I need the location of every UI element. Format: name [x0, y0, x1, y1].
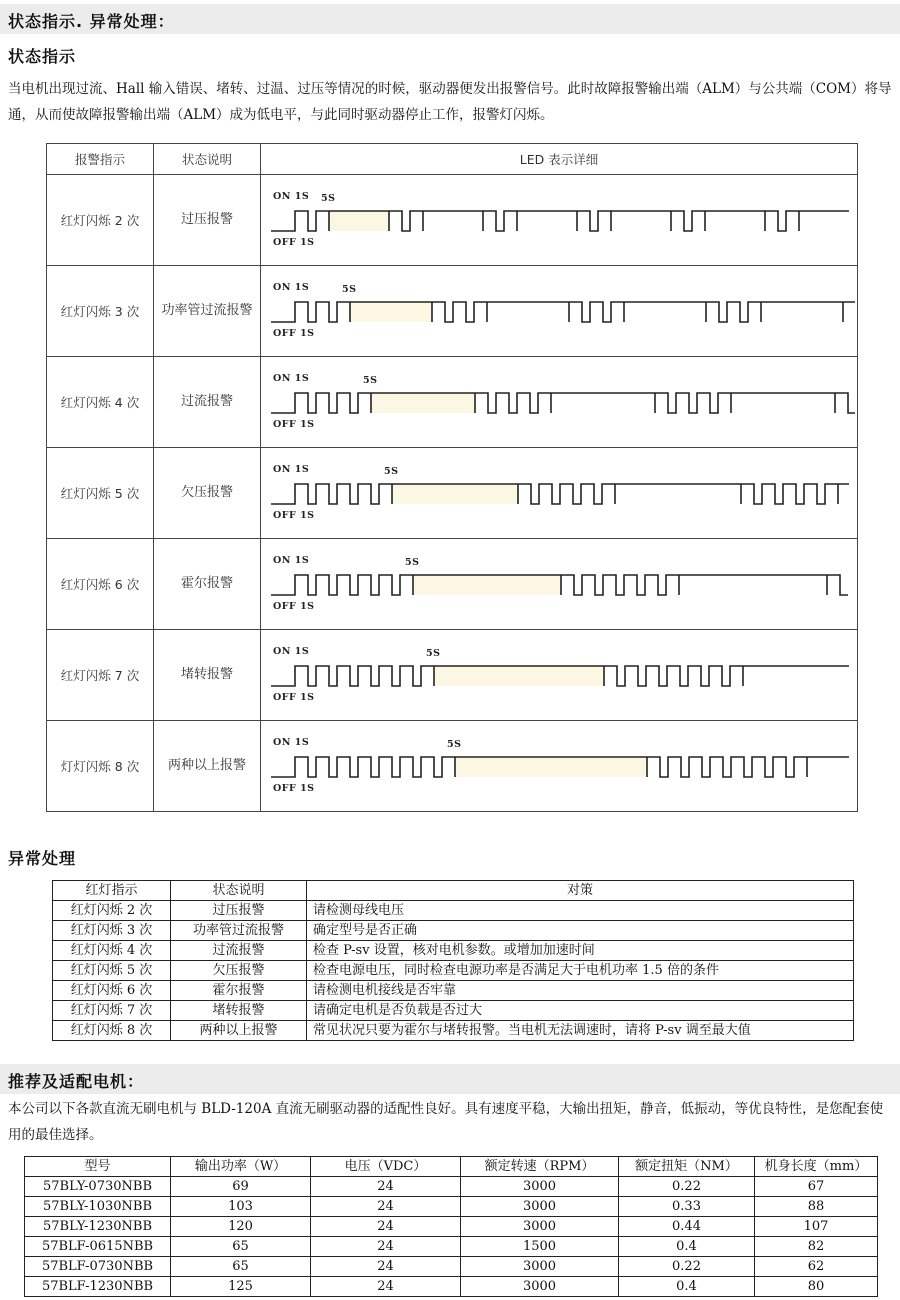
led-header-detail: LED 表示详细 [261, 144, 858, 175]
motor-cell: 82 [755, 1237, 878, 1257]
motor-cell: 24 [311, 1177, 461, 1197]
led-desc-cell: 欠压报警 [154, 448, 261, 539]
motor-cell: 0.22 [619, 1257, 755, 1277]
led-indicator-cell: 红灯闪烁 7 次 [47, 630, 154, 721]
error-measure-cell: 检查电源电压，同时检查电源功率是否满足大于电机功率 1.5 倍的条件 [307, 961, 854, 981]
gap-5s-band [350, 302, 432, 322]
error-table-row [53, 901, 854, 921]
gap-5s-band [329, 211, 389, 231]
motor-table-row [25, 1177, 878, 1197]
motor-header-cell: 额定转速（RPM） [461, 1157, 619, 1177]
led-indicator-cell: 红灯闪烁 5 次 [47, 448, 154, 539]
motor-cell: 62 [755, 1257, 878, 1277]
led-waveform [261, 539, 855, 629]
led-header-indicator: 报警指示 [47, 144, 154, 175]
error-header-desc: 状态说明 [171, 881, 307, 901]
motor-cell: 24 [311, 1237, 461, 1257]
motor-cell: 67 [755, 1177, 878, 1197]
gap-5s-label: 5S [321, 193, 336, 204]
gap-5s-band [392, 484, 518, 504]
led-waveform [261, 357, 855, 447]
on-1s-label: ON 1S [273, 191, 310, 202]
led-waveform-cell [261, 721, 858, 812]
gap-5s-label: 5S [342, 284, 357, 295]
motor-cell: 3000 [461, 1257, 619, 1277]
led-waveform [261, 448, 855, 538]
led-desc-cell: 功率管过流报警 [154, 266, 261, 357]
gap-5s-band [434, 666, 604, 686]
motor-cell: 57BLF-1230NBB [25, 1277, 171, 1297]
led-status-table [46, 143, 858, 812]
motor-table [24, 1156, 878, 1297]
motor-cell: 3000 [461, 1177, 619, 1197]
error-handling-table [52, 880, 854, 1041]
error-measure-cell: 常见状况只要为霍尔与堵转报警。当电机无法调速时，请将 P-sv 调至最大值 [307, 1021, 854, 1041]
motor-cell: 24 [311, 1217, 461, 1237]
off-1s-label: OFF 1S [273, 692, 315, 703]
led-waveform-cell [261, 266, 858, 357]
motor-header-cell: 型号 [25, 1157, 171, 1177]
error-table-row [53, 941, 854, 961]
section-title-status-error: 状态指示. 异常处理： [8, 12, 175, 31]
motor-table-row [25, 1197, 878, 1217]
motors-heading: 推荐及适配电机： [8, 1072, 145, 1091]
led-desc-cell: 堵转报警 [154, 630, 261, 721]
led-table-row [47, 448, 858, 539]
motor-cell: 24 [311, 1197, 461, 1217]
led-indicator-cell: 红灯闪烁 2 次 [47, 175, 154, 266]
error-table-row [53, 1001, 854, 1021]
gap-5s-label: 5S [405, 557, 420, 568]
error-header-indicator: 红灯指示 [53, 881, 171, 901]
led-waveform-cell [261, 539, 858, 630]
error-measure-cell: 检查 P-sv 设置，核对电机参数。或增加加速时间 [307, 941, 854, 961]
on-1s-label: ON 1S [273, 646, 310, 657]
motor-cell: 0.22 [619, 1177, 755, 1197]
pulse-trace [271, 393, 855, 413]
off-1s-label: OFF 1S [273, 328, 315, 339]
led-desc-cell: 两种以上报警 [154, 721, 261, 812]
on-1s-label: ON 1S [273, 282, 310, 293]
led-waveform [261, 721, 855, 811]
led-waveform-cell [261, 175, 858, 266]
error-measure-cell: 请检测母线电压 [307, 901, 854, 921]
motor-table-row [25, 1257, 878, 1277]
led-waveform [261, 266, 855, 356]
motor-cell: 57BLF-0730NBB [25, 1257, 171, 1277]
gap-5s-band [413, 575, 561, 595]
motor-header-cell: 机身长度（mm） [755, 1157, 878, 1177]
led-waveform [261, 175, 855, 265]
on-1s-label: ON 1S [273, 464, 310, 475]
on-1s-label: ON 1S [273, 555, 310, 566]
motor-cell: 0.33 [619, 1197, 755, 1217]
motor-cell: 57BLF-0615NBB [25, 1237, 171, 1257]
error-indicator-cell: 红灯闪烁 6 次 [53, 981, 171, 1001]
led-desc-cell: 过压报警 [154, 175, 261, 266]
error-desc-cell: 过流报警 [171, 941, 307, 961]
gap-5s-label: 5S [447, 739, 462, 750]
error-measure-cell: 确定型号是否正确 [307, 921, 854, 941]
gap-5s-label: 5S [384, 466, 399, 477]
error-indicator-cell: 红灯闪烁 2 次 [53, 901, 171, 921]
error-header-measure: 对策 [307, 881, 854, 901]
motor-header-cell: 输出功率（W） [171, 1157, 311, 1177]
error-measure-cell: 请检测电机接线是否牢靠 [307, 981, 854, 1001]
motor-cell: 0.44 [619, 1217, 755, 1237]
error-desc-cell: 过压报警 [171, 901, 307, 921]
error-indicator-cell: 红灯闪烁 7 次 [53, 1001, 171, 1021]
status-heading: 状态指示 [8, 47, 77, 66]
motor-header-cell: 电压（VDC） [311, 1157, 461, 1177]
motor-cell: 57BLY-1030NBB [25, 1197, 171, 1217]
motor-table-row [25, 1277, 878, 1297]
motor-cell: 69 [171, 1177, 311, 1197]
error-heading: 异常处理 [8, 849, 77, 868]
motor-cell: 88 [755, 1197, 878, 1217]
gap-5s-label: 5S [363, 375, 378, 386]
motor-cell: 3000 [461, 1277, 619, 1297]
led-table-row [47, 357, 858, 448]
off-1s-label: OFF 1S [273, 510, 315, 521]
off-1s-label: OFF 1S [273, 783, 315, 794]
gap-5s-band [371, 393, 475, 413]
motor-cell: 80 [755, 1277, 878, 1297]
led-indicator-cell: 红灯闪烁 6 次 [47, 539, 154, 630]
error-measure-cell: 请确定电机是否负载是否过大 [307, 1001, 854, 1021]
led-waveform [261, 630, 855, 720]
motor-cell: 120 [171, 1217, 311, 1237]
error-indicator-cell: 红灯闪烁 5 次 [53, 961, 171, 981]
motor-cell: 65 [171, 1257, 311, 1277]
off-1s-label: OFF 1S [273, 237, 315, 248]
motor-cell: 65 [171, 1237, 311, 1257]
motor-cell: 3000 [461, 1197, 619, 1217]
motor-cell: 57BLY-1230NBB [25, 1217, 171, 1237]
led-indicator-cell: 红灯闪烁 3 次 [47, 266, 154, 357]
motor-table-row [25, 1237, 878, 1257]
on-1s-label: ON 1S [273, 737, 310, 748]
motor-cell: 0.4 [619, 1277, 755, 1297]
gap-5s-band [455, 757, 647, 777]
motor-header-cell: 额定扭矩（NM） [619, 1157, 755, 1177]
motor-cell: 1500 [461, 1237, 619, 1257]
motors-paragraph: 本公司以下各款直流无刷电机与 BLD-120A 直流无刷驱动器的适配性良好。具有速度平稳，大输出扭矩，静音，低振动，等优良特性，是您配套使用的最佳选择。 [8, 1101, 884, 1143]
motor-cell: 103 [171, 1197, 311, 1217]
error-table-row [53, 961, 854, 981]
error-indicator-cell: 红灯闪烁 4 次 [53, 941, 171, 961]
led-waveform-cell [261, 630, 858, 721]
off-1s-label: OFF 1S [273, 419, 315, 430]
error-desc-cell: 霍尔报警 [171, 981, 307, 1001]
led-table-row [47, 630, 858, 721]
led-header-desc: 状态说明 [154, 144, 261, 175]
error-desc-cell: 两种以上报警 [171, 1021, 307, 1041]
led-desc-cell: 过流报警 [154, 357, 261, 448]
on-1s-label: ON 1S [273, 373, 310, 384]
motor-cell: 125 [171, 1277, 311, 1297]
error-desc-cell: 功率管过流报警 [171, 921, 307, 941]
motor-cell: 3000 [461, 1217, 619, 1237]
error-table-row [53, 921, 854, 941]
error-desc-cell: 堵转报警 [171, 1001, 307, 1021]
motor-cell: 24 [311, 1277, 461, 1297]
error-table-row [53, 1021, 854, 1041]
error-desc-cell: 欠压报警 [171, 961, 307, 981]
off-1s-label: OFF 1S [273, 601, 315, 612]
led-waveform-cell [261, 448, 858, 539]
motor-cell: 57BLY-0730NBB [25, 1177, 171, 1197]
led-indicator-cell: 灯灯闪烁 8 次 [47, 721, 154, 812]
error-table-row [53, 981, 854, 1001]
led-table-row [47, 175, 858, 266]
motor-cell: 0.4 [619, 1237, 755, 1257]
motor-cell: 24 [311, 1257, 461, 1277]
motor-table-row [25, 1217, 878, 1237]
led-desc-cell: 霍尔报警 [154, 539, 261, 630]
led-table-row [47, 266, 858, 357]
error-indicator-cell: 红灯闪烁 8 次 [53, 1021, 171, 1041]
pulse-trace [271, 484, 849, 504]
gap-5s-label: 5S [426, 648, 441, 659]
led-table-row [47, 721, 858, 812]
motor-cell: 107 [755, 1217, 878, 1237]
status-paragraph: 当电机出现过流、Hall 输入错误、堵转、过温、过压等情况的时候，驱动器便发出报警信号。此时故障报警输出端（ALM）与公共端（COM）将导通，从而使故障报警输出端（ALM）成为低电平，与此同时驱动器停止工作，报警灯闪烁。 [8, 81, 892, 123]
led-waveform-cell [261, 357, 858, 448]
led-indicator-cell: 红灯闪烁 4 次 [47, 357, 154, 448]
error-indicator-cell: 红灯闪烁 3 次 [53, 921, 171, 941]
led-table-row [47, 539, 858, 630]
